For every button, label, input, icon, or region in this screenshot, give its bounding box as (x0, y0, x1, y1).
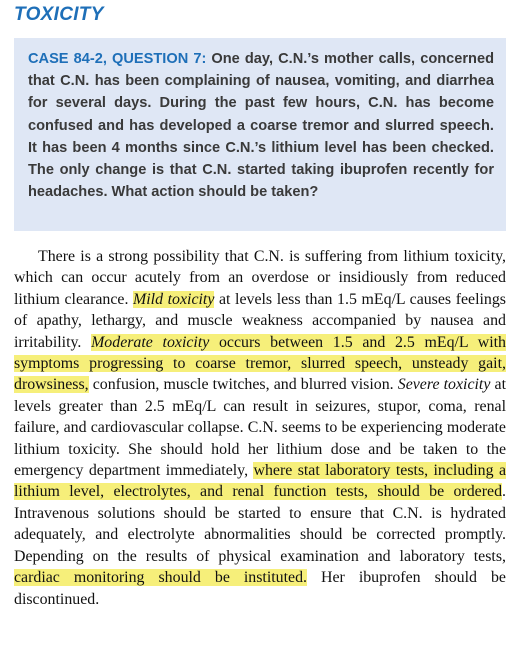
answer-text-1: There is a strong possibility that C.N. is suffering from lithium toxicity, which can occur acutely from an overdose or insidiously from reduced lithium clearance. (14, 248, 506, 308)
answer-text-2: at levels less than 1.5 mEq/L causes feelings of apathy, lethargy, and muscle weakness accompanied by nausea and irritability. (14, 290, 506, 351)
answer-text-5: . Intravenous solutions should be started to ensure that C.N. is hydrated adequately, and electrolyte abnormalities should be corrected promptly. Depending on the results of physical examination and laboratory tests, (14, 483, 506, 565)
case-question-label: CASE 84-2, QUESTION 7: (28, 51, 207, 67)
case-question-text (28, 48, 494, 203)
severe-toxicity-term: Severe toxicity (397, 376, 491, 394)
answer-text-6: Her ibuprofen should be discontinued. (14, 569, 506, 608)
answer-paragraph (14, 246, 506, 610)
highlight-cardiac-monitoring: cardiac monitoring should be instituted. (14, 569, 307, 587)
case-question-box (14, 38, 506, 231)
case-question-body: One day, C.N.’s mother calls, concerned that C.N. has been complaining of nausea, vomiting, and diarrhea for several days. During the past few hours, C.N. has become confused and has developed a coarse tremor and slurred speech. It has been 4 months since C.N.’s lithium level has been checked. The only change is that C.N. started taking ibuprofen recently for headaches. What action should be taken? (28, 51, 495, 201)
moderate-toxicity-description: occurs between 1.5 and 2.5 mEq/L with symptoms progressing to coarse tremor, slurred speech, unsteady gait, drowsiness, (14, 333, 506, 394)
moderate-toxicity-term: Moderate toxicity (91, 333, 210, 351)
answer-text-4: at levels greater than 2.5 mEq/L can result in seizures, stupor, coma, renal failure, and cardiovascular collapse. C.N. seems to be experiencing moderate lithium toxicity. She should hold her lithium dose and be taken to the emergency department immediately, (14, 376, 507, 480)
highlight-laboratory-tests: where stat laboratory tests, including a lithium level, electrolytes, and renal function tests, should be ordered (14, 462, 506, 501)
answer-text-3: confusion, muscle twitches, and blurred vision. (88, 376, 398, 394)
highlight-mild-toxicity: Mild toxicity (133, 290, 215, 308)
section-title: TOXICITY (14, 4, 104, 25)
